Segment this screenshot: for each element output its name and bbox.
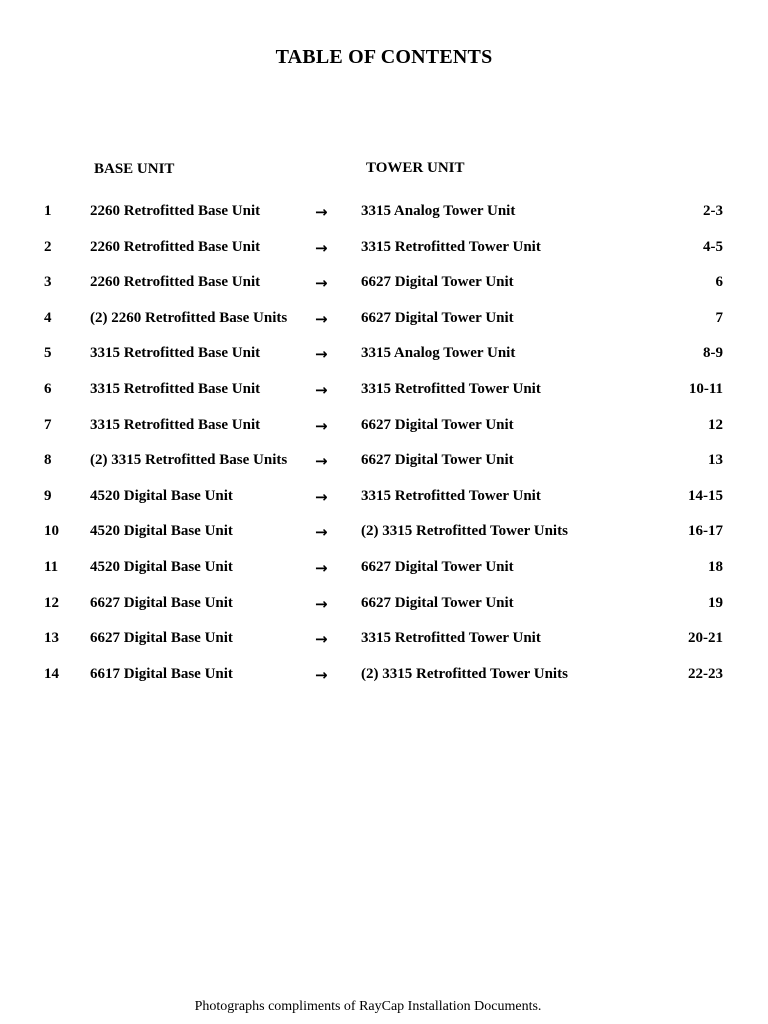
tower-unit-entry: 3315 Analog Tower Unit xyxy=(361,345,516,362)
entry-number: 5 xyxy=(44,345,52,362)
tower-unit-entry: 6627 Digital Tower Unit xyxy=(361,452,514,469)
arrow-icon: → xyxy=(315,594,328,613)
arrow-icon: → xyxy=(315,238,328,257)
base-unit-entry: 2260 Retrofitted Base Unit xyxy=(90,203,261,219)
tower-unit-entry: 6627 Digital Tower Unit xyxy=(361,309,514,326)
toc-row xyxy=(0,203,768,239)
base-unit-entry: 3315 Retrofitted Base Unit xyxy=(90,416,261,433)
page-range: 4-5 xyxy=(703,238,723,255)
base-unit-column-header: BASE UNIT xyxy=(94,161,175,177)
page-range: 22-23 xyxy=(688,665,723,682)
page-range: 16-17 xyxy=(688,523,723,540)
tower-unit-entry: 3315 Retrofitted Tower Unit xyxy=(361,487,541,504)
toc-row xyxy=(0,488,768,524)
tower-unit-entry: (2) 3315 Retrofitted Tower Units xyxy=(361,665,568,682)
tower-unit-entry: 6627 Digital Tower Unit xyxy=(361,594,514,611)
page-title: TABLE OF CONTENTS xyxy=(275,46,493,68)
entry-number: 11 xyxy=(44,558,59,575)
arrow-icon: → xyxy=(315,452,328,471)
photo-credit-footer: Photographs compliments of RayCap Installation Documents. xyxy=(194,999,542,1014)
base-unit-entry: 3315 Retrofitted Base Unit xyxy=(90,345,261,362)
base-unit-entry: 6617 Digital Base Unit xyxy=(90,665,233,682)
entry-number: 2 xyxy=(44,238,52,255)
base-unit-entry: 2260 Retrofitted Base Unit xyxy=(90,238,261,255)
entry-number: 3 xyxy=(44,274,52,291)
entry-number: 10 xyxy=(44,523,59,540)
arrow-icon: → xyxy=(315,345,328,364)
tower-unit-entry: 3315 Retrofitted Tower Unit xyxy=(361,238,541,255)
arrow-icon: → xyxy=(315,558,328,577)
page-range: 12 xyxy=(708,416,723,433)
tower-unit-column-header: TOWER UNIT xyxy=(366,160,465,176)
base-unit-entry: 6627 Digital Base Unit xyxy=(90,594,233,611)
toc-row xyxy=(0,595,768,631)
page-range: 19 xyxy=(708,594,723,611)
arrow-icon: → xyxy=(315,487,328,506)
page-range: 2-3 xyxy=(703,203,723,219)
arrow-icon: → xyxy=(315,630,328,649)
arrow-icon: → xyxy=(315,523,328,542)
tower-unit-entry: 6627 Digital Tower Unit xyxy=(361,416,514,433)
page-range: 13 xyxy=(708,452,723,469)
tower-unit-entry: (2) 3315 Retrofitted Tower Units xyxy=(361,523,568,540)
arrow-icon: → xyxy=(315,416,328,435)
entry-number: 6 xyxy=(44,380,52,397)
base-unit-entry: 4520 Digital Base Unit xyxy=(90,487,233,504)
tower-unit-entry: 6627 Digital Tower Unit xyxy=(361,558,514,575)
entry-number: 13 xyxy=(44,630,59,647)
base-unit-entry: (2) 3315 Retrofitted Base Units xyxy=(90,452,288,469)
tower-unit-entry: 3315 Analog Tower Unit xyxy=(361,203,516,219)
entry-number: 8 xyxy=(44,452,52,469)
page-range: 20-21 xyxy=(688,630,723,647)
base-unit-entry: 4520 Digital Base Unit xyxy=(90,523,233,540)
toc-row xyxy=(0,666,768,702)
tower-unit-entry: 3315 Retrofitted Tower Unit xyxy=(361,380,541,397)
page-range: 7 xyxy=(715,309,723,326)
entry-number: 9 xyxy=(44,487,52,504)
base-unit-entry: 3315 Retrofitted Base Unit xyxy=(90,380,261,397)
toc-row xyxy=(0,381,768,417)
arrow-icon: → xyxy=(315,380,328,399)
page-range: 10-11 xyxy=(688,380,723,397)
toc-row xyxy=(0,523,768,559)
entry-number: 12 xyxy=(44,594,59,611)
arrow-icon: → xyxy=(315,309,328,328)
base-unit-entry: 4520 Digital Base Unit xyxy=(90,558,233,575)
tower-unit-entry: 6627 Digital Tower Unit xyxy=(361,274,514,291)
page-range: 18 xyxy=(708,558,723,575)
toc-row xyxy=(0,310,768,346)
toc-entries xyxy=(0,203,768,701)
base-unit-entry: 6627 Digital Base Unit xyxy=(90,630,233,647)
toc-row xyxy=(0,274,768,310)
toc-row xyxy=(0,452,768,488)
arrow-icon: → xyxy=(315,274,328,293)
tower-unit-entry: 3315 Retrofitted Tower Unit xyxy=(361,630,541,647)
entry-number: 14 xyxy=(44,665,59,682)
arrow-icon: → xyxy=(315,203,328,221)
base-unit-entry: 2260 Retrofitted Base Unit xyxy=(90,274,261,291)
entry-number: 7 xyxy=(44,416,52,433)
toc-row xyxy=(0,559,768,595)
toc-row xyxy=(0,417,768,453)
arrow-icon: → xyxy=(315,665,328,684)
page-range: 6 xyxy=(715,274,723,291)
toc-row xyxy=(0,630,768,666)
entry-number: 4 xyxy=(44,309,52,326)
entry-number: 1 xyxy=(44,203,52,219)
base-unit-entry: (2) 2260 Retrofitted Base Units xyxy=(90,309,288,326)
page-range: 14-15 xyxy=(688,487,723,504)
toc-row xyxy=(0,345,768,381)
page-range: 8-9 xyxy=(703,345,723,362)
toc-row xyxy=(0,239,768,275)
